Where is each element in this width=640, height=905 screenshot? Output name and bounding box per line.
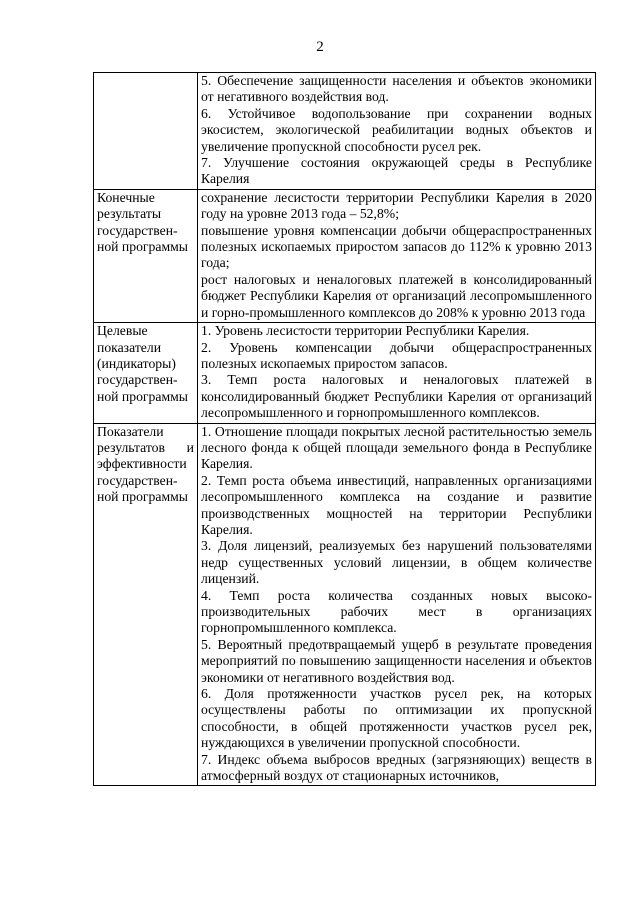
content-paragraph: 4. Темп роста количества созданных новых высокопроизводительных рабочих мест в организациях горнопромышленного комплекса. (201, 587, 592, 636)
content-paragraph: 7. Улучшение состояния окружающей среды в Республике Карелия (201, 155, 592, 187)
row-label-cell (94, 189, 198, 322)
table-row (94, 423, 596, 786)
row-label-cell (94, 423, 198, 786)
table-row (94, 73, 596, 190)
content-paragraph: 2. Темп роста объема инвестиций, направленных организациями лесопромышленного комплекса на создание и развитие производственных мощностей на территории Республики Карелия. (201, 472, 592, 537)
table-row (94, 189, 596, 322)
row-label-line: показатели (97, 339, 162, 355)
content-paragraph: рост налоговых и неналоговых платежей в консолидированный бюджет Республики Карелия от организаций лесопромышленного и горно-промышленного комплексов до 208% к уровню 2013 года (201, 271, 592, 320)
row-label-line: ной программы (97, 388, 188, 404)
table-body (94, 73, 596, 786)
row-label-line: ной программы (97, 489, 188, 505)
row-label-line: результатов и (97, 439, 194, 455)
row-content-cell (198, 423, 596, 786)
content-paragraph: 6. Доля протяженности участков русел рек, на которых осуществлены работы по оптимизации их пропускной способности, в общей протяженности участков русел рек, нуждающихся в увеличении пропускной способности. (201, 686, 592, 751)
row-label-line: (индикаторы) (97, 355, 176, 371)
row-label-line: государствен- (97, 472, 178, 488)
row-label-cell (94, 73, 198, 190)
row-label-line: результаты (97, 206, 162, 222)
row-label-line: Показатели (97, 423, 164, 439)
row-label-line: государствен- (97, 372, 178, 388)
content-paragraph: 3. Темп роста налоговых и неналоговых платежей в консолидированный бюджет Республики Карелия от организаций лесопромышленного и горнопромышленного комплексов. (201, 372, 592, 421)
content-paragraph: 1. Уровень лесистости территории Республики Карелия. (201, 323, 530, 339)
content-paragraph: сохранение лесистости территории Республики Карелия в 2020 году на уровне 2013 года – 52,8%; (201, 189, 592, 222)
row-label-line: Конечные (97, 189, 155, 205)
content-paragraph: 6. Устойчивое водопользование при сохранении водных экосистем, экологической реабилитации водных объектов и увеличение пропускной способности русел рек. (201, 105, 592, 154)
row-label-line: ной программы (97, 239, 188, 255)
table-row (94, 323, 596, 423)
content-paragraph: 3. Доля лицензий, реализуемых без нарушений пользователями недр существенных условий лицензии, в общем количестве лицензий. (201, 538, 592, 587)
content-paragraph: 5. Обеспечение защищенности населения и объектов экономики от негативного воздействия вод. (201, 73, 592, 105)
content-paragraph: 2. Уровень компенсации добычи общераспространенных полезных ископаемых приростом запасов. (201, 339, 592, 371)
row-label-line: Целевые (97, 323, 148, 339)
row-content-cell (198, 323, 596, 423)
row-content-cell (198, 73, 596, 190)
content-paragraph: повышение уровня компенсации добычи общераспространенных полезных ископаемых приростом запасов до 112% к уровню 2013 года; (201, 222, 592, 271)
content-paragraph: 5. Вероятный предотвращаемый ущерб в результате проведения мероприятий по повышению защищенности населения и объектов экономики от негативного воздействия вод. (201, 636, 592, 685)
program-passport-table (93, 72, 596, 786)
row-label-cell (94, 323, 198, 423)
content-paragraph: 1. Отношение площади покрытых лесной растительностью земель лесного фонда к общей площади земельного фонда в Республике Карелия. (201, 423, 592, 472)
page-number: 2 (316, 39, 324, 55)
content-paragraph: 7. Индекс объема выбросов вредных (загрязняющих) веществ в атмосферный воздух от стационарных источников, (201, 751, 592, 784)
row-content-cell (198, 189, 596, 322)
row-label-line: государствен- (97, 222, 178, 238)
row-label-line: эффективности (97, 456, 187, 472)
